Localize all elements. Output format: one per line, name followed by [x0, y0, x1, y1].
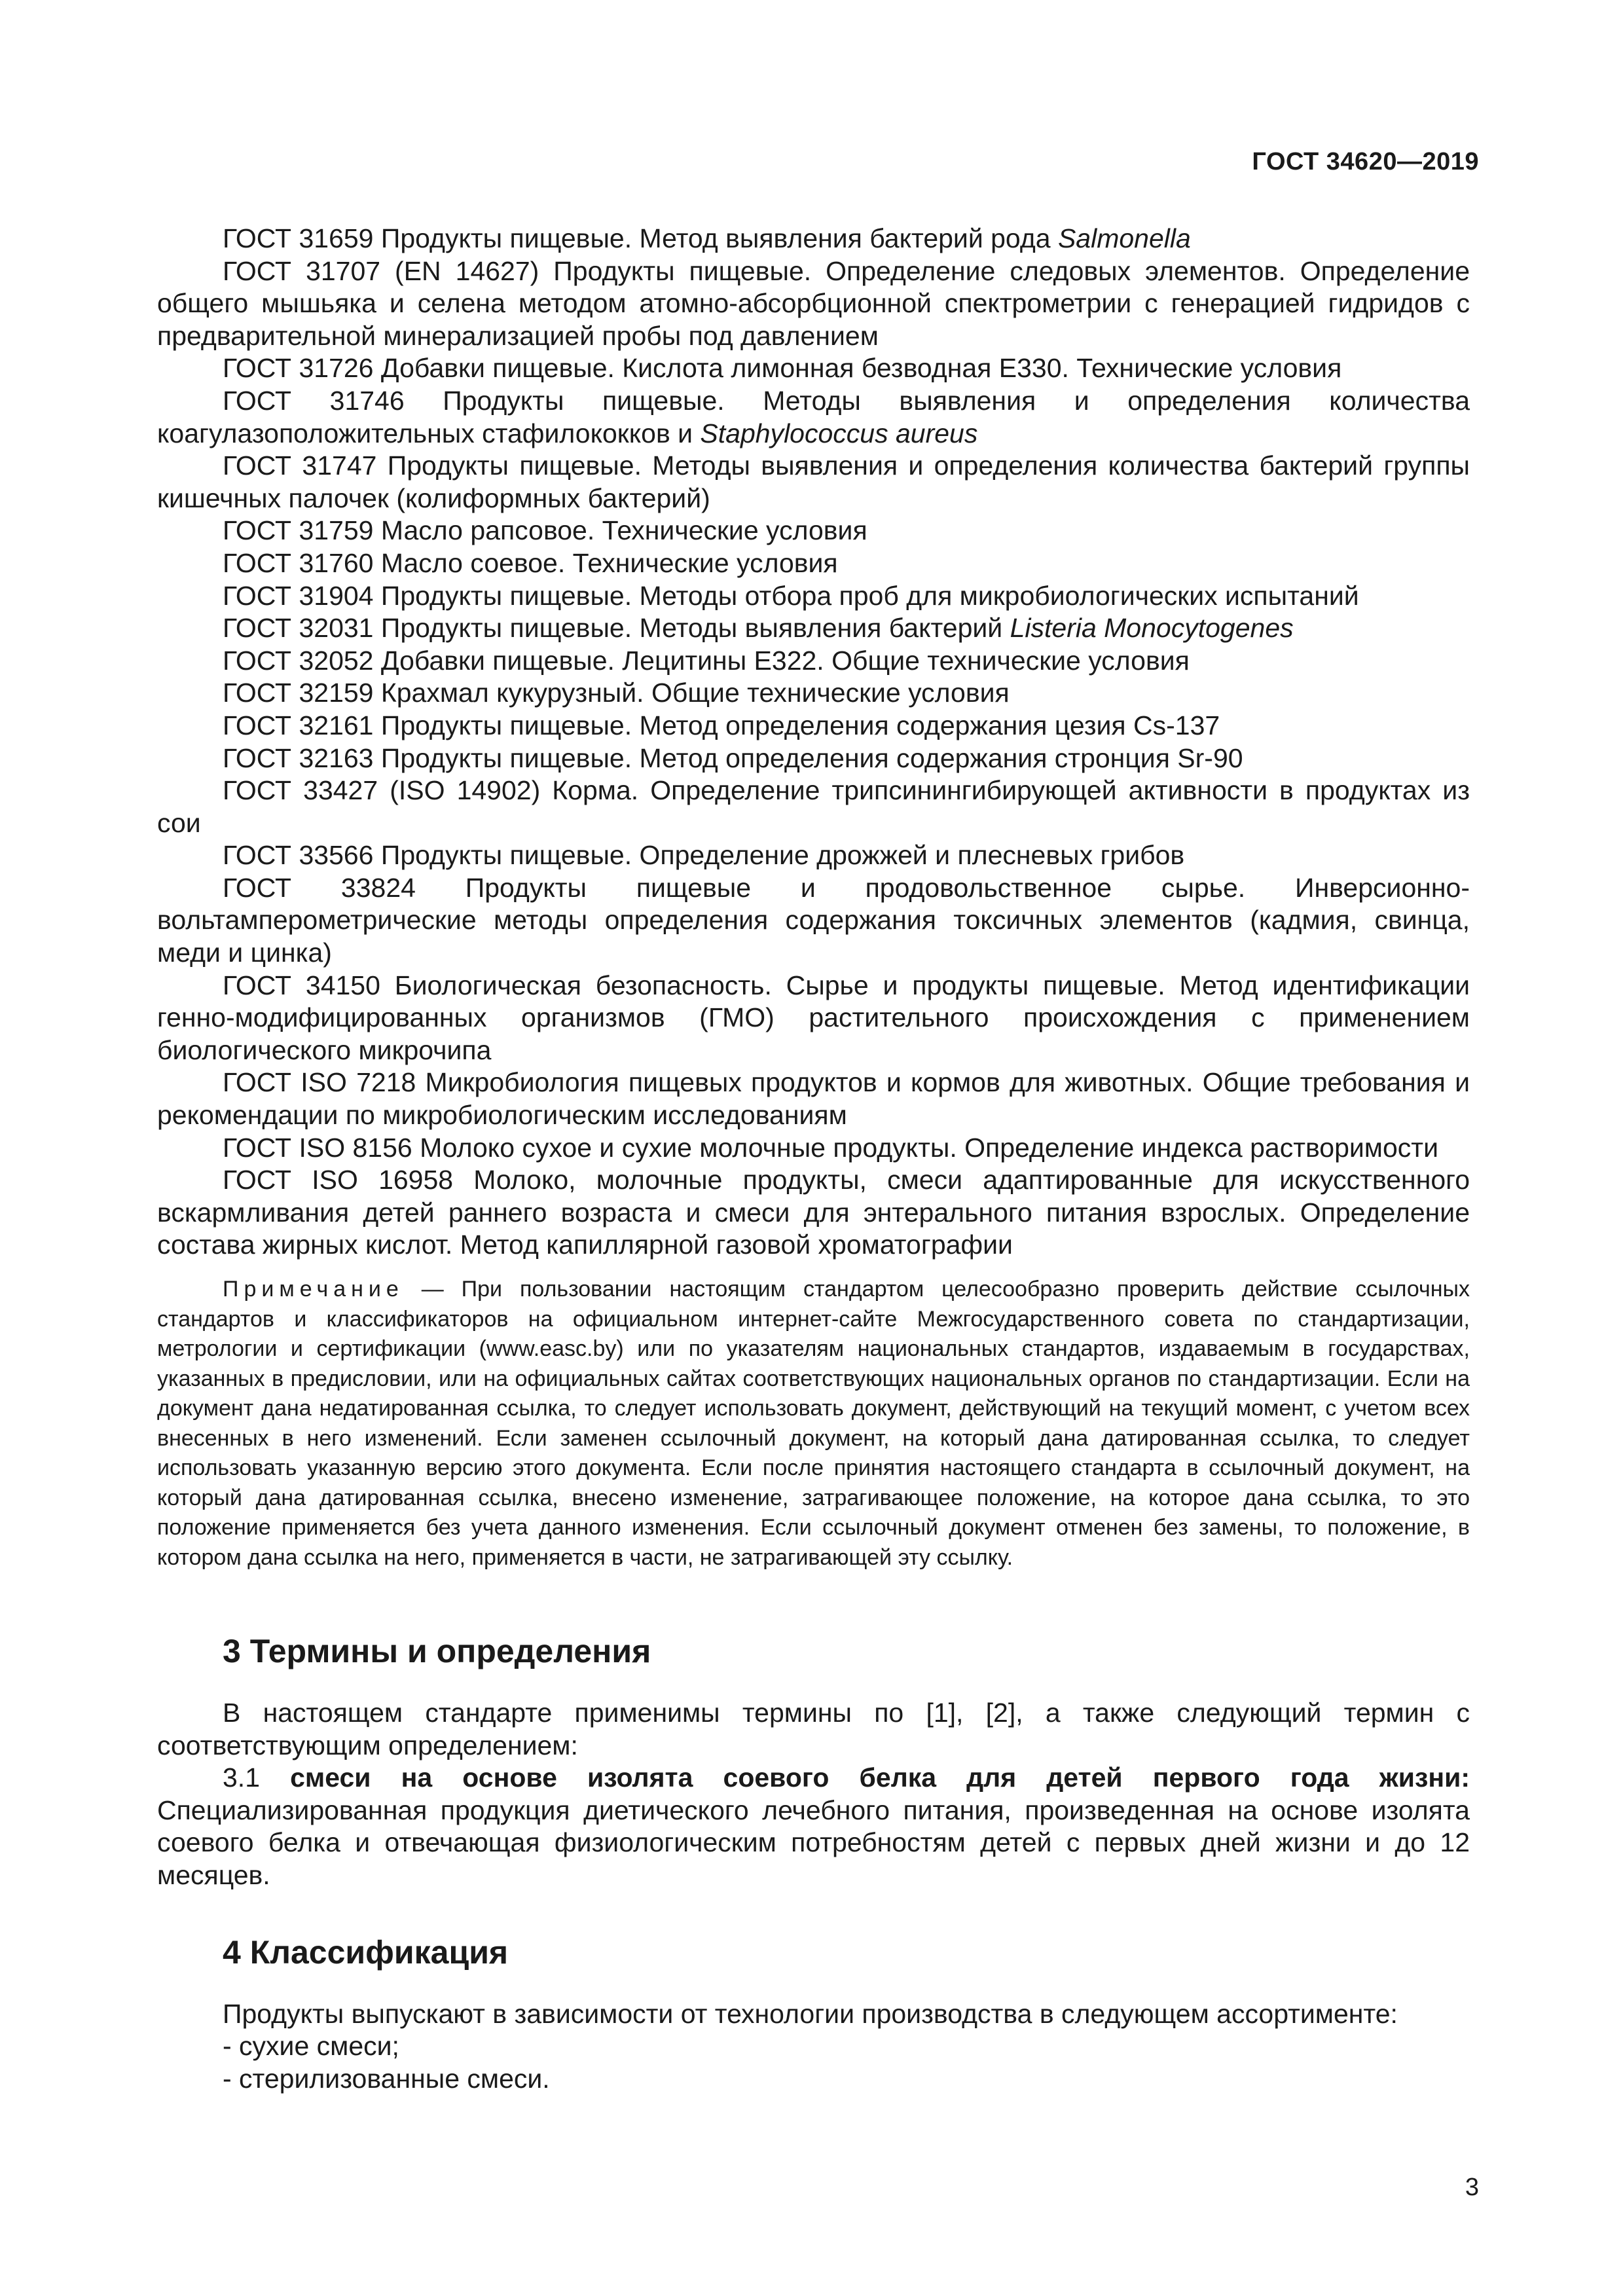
reference-text: ГОСТ 31904 Продукты пищевые. Методы отбора проб для микробиологических испытаний: [223, 580, 1359, 611]
note-text: — При пользовании настоящим стандартом целесообразно проверить действие ссылочных стандартов и классификаторов на официальном интернет-сайте Межгосударственного совета по стандартизации, метрологии и сертификации (www.easc.by) или по указателям национальных стандартов, издаваемым в государствах, указанных в предисловии, или на официальных сайтах соответствующих национальных органов по стандартизации. Если на документ дана недатированная ссылка, то следует использовать документ, действующий на текущий момент, с учетом всех внесенных в него изменений. Если заменен ссылочный документ, на который дана датированная ссылка, то следует использовать указанную версию этого документа. Если после принятия настоящего стандарта в ссылочный документ, на который дана датированная ссылка, внесено изменение, затрагивающее положение, на которое дана ссылка, то это положение применяется без учета данного изменения. Если ссылочный документ отменен без замены, то положение, в котором дана ссылка на него, применяется в части, не затрагивающей эту ссылку.: [157, 1277, 1470, 1570]
reference-item: [157, 742, 1470, 775]
reference-text: ГОСТ 31659 Продукты пищевые. Метод выявления бактерий рода: [223, 223, 1058, 253]
reference-text: ГОСТ 32159 Крахмал кукурузный. Общие технические условия: [223, 678, 1010, 708]
section-3-intro: В настоящем стандарте применимы термины по [1], [2], а также следующий термин с соответствующим определением:: [157, 1698, 1470, 1760]
term-title: смеси на основе изолята соевого белка для детей первого года жизни:: [290, 1762, 1470, 1793]
reference-text: ГОСТ 32161 Продукты пищевые. Метод определения содержания цезия Cs-137: [223, 710, 1220, 740]
reference-item: [157, 677, 1470, 710]
reference-italic-term: Salmonella: [1057, 223, 1191, 253]
reference-text: ГОСТ 32031 Продукты пищевые. Методы выявления бактерий: [223, 613, 1010, 644]
reference-item: [157, 1132, 1470, 1165]
reference-item: [157, 385, 1470, 450]
reference-item: [157, 774, 1470, 839]
reference-item: [157, 872, 1470, 970]
reference-text: ГОСТ 32052 Добавки пищевые. Лецитины Е322. Общие технические условия: [223, 645, 1190, 676]
reference-text: ГОСТ 33566 Продукты пищевые. Определение дрожжей и плесневых грибов: [223, 840, 1185, 871]
list-item: - сухие смеси;: [223, 2031, 399, 2062]
reference-italic-term: Staphylococcus aureus: [700, 418, 978, 448]
reference-text: ГОСТ ISO 8156 Молоко сухое и сухие молочные продукты. Определение индекса растворимости: [223, 1132, 1438, 1163]
reference-item: [157, 580, 1470, 613]
list-item: - стерилизованные смеси.: [223, 2063, 550, 2094]
reference-item: [157, 1164, 1470, 1262]
reference-item: [157, 255, 1470, 353]
reference-text: ГОСТ 31747 Продукты пищевые. Методы выявления и определения количества бактерий группы кишечных палочек (колиформных бактерий): [157, 450, 1470, 513]
reference-text: ГОСТ 31760 Масло соевое. Технические условия: [223, 547, 838, 578]
reference-item: [157, 1066, 1470, 1131]
reference-item: [157, 970, 1470, 1067]
reference-item: [157, 450, 1470, 515]
reference-text: ГОСТ ISO 16958 Молоко, молочные продукты, смеси адаптированные для искусственного вскармливания детей раннего возраста и смеси для энтерального питания взрослых. Определение состава жирных кислот. Метод капиллярной газовой хроматографии: [157, 1165, 1470, 1260]
reference-text: ГОСТ 34150 Биологическая безопасность. Сырье и продукты пищевые. Метод идентификации генно-модифицированных организмов (ГМО) растительного происхождения с применением биологического микрочипа: [157, 970, 1470, 1065]
reference-text: ГОСТ 31759 Масло рапсовое. Технические условия: [223, 515, 867, 546]
note-label: Примечание: [223, 1277, 404, 1302]
reference-text: ГОСТ 31726 Добавки пищевые. Кислота лимонная безводная Е330. Технические условия: [223, 353, 1342, 384]
assortment-list: [157, 2030, 1470, 2095]
reference-italic-term: Listeria Monocytogenes: [1010, 613, 1294, 644]
reference-item: [157, 352, 1470, 385]
term-number: 3.1: [223, 1762, 291, 1793]
reference-item: [157, 710, 1470, 742]
reference-text: ГОСТ 33427 (ISO 14902) Корма. Определение трипсинингибирующей активности в продуктах из сои: [157, 775, 1470, 838]
section-4-intro: Продукты выпускают в зависимости от технологии производства в следующем ассортименте:: [223, 1998, 1398, 2029]
section-4-heading: 4 Классификация: [223, 1933, 509, 1971]
page-number: 3: [1465, 2174, 1479, 2201]
reference-item: [157, 515, 1470, 547]
reference-text: ГОСТ 31746 Продукты пищевые. Методы выявления и определения количества коагулазоположительных стафилококков и: [157, 385, 1470, 448]
document-body: [157, 223, 1470, 2095]
reference-text: ГОСТ 31707 (EN 14627) Продукты пищевые. Определение следовых элементов. Определение общего мышьяка и селена методом атомно-абсорбционной спектрометрии с генерацией гидридов с предварительной минерализацией пробы под давлением: [157, 255, 1470, 351]
reference-item: [157, 223, 1470, 255]
reference-item: [157, 839, 1470, 872]
reference-text: ГОСТ 32163 Продукты пищевые. Метод определения содержания стронция Sr-90: [223, 742, 1243, 773]
reference-text: ГОСТ 33824 Продукты пищевые и продовольственное сырье. Инверсионно-вольтамперометрические методы определения содержания токсичных элементов (кадмия, свинца, меди и цинка): [157, 872, 1470, 968]
reference-item: [157, 645, 1470, 678]
note-paragraph: [157, 1275, 1470, 1573]
standard-header: ГОСТ 34620—2019: [1252, 148, 1479, 175]
normative-references-list: [157, 223, 1470, 1262]
reference-item: [157, 612, 1470, 645]
reference-text: ГОСТ ISO 7218 Микробиология пищевых продуктов и кормов для животных. Общие требования и рекомендации по микробиологическим исследованиям: [157, 1067, 1470, 1131]
term-3-1: [157, 1762, 1470, 1891]
reference-item: [157, 547, 1470, 580]
section-3-heading: 3 Термины и определения: [223, 1633, 651, 1669]
term-definition: Специализированная продукция диетического лечебного питания, произведенная на основе изолята соевого белка и отвечающая физиологическим потребностям детей с первых дней жизни и до 12 месяцев.: [157, 1795, 1470, 1890]
